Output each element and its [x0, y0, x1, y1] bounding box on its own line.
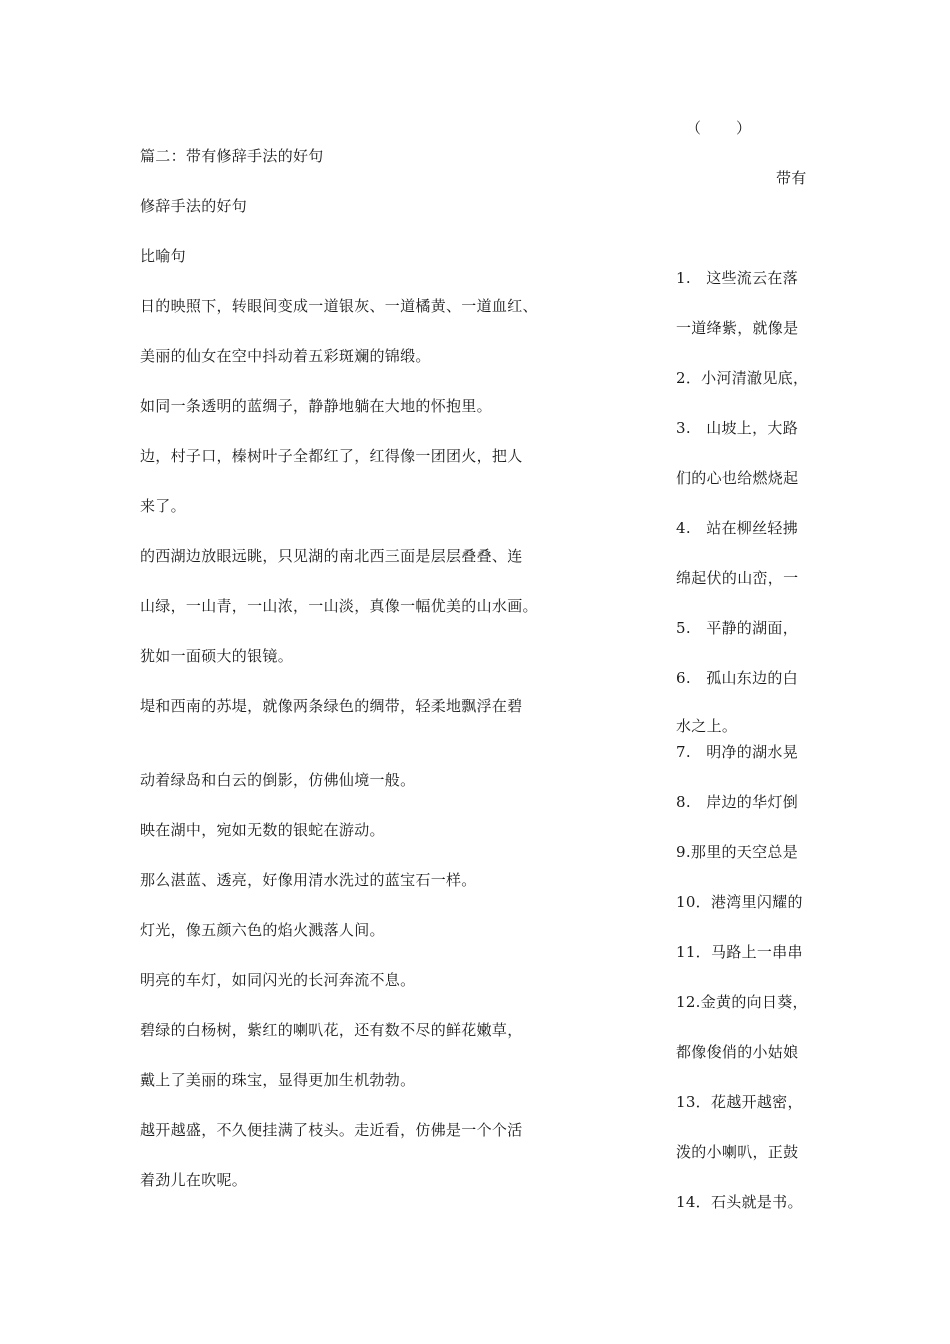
body-line: 碧绿的白杨树，紫红的喇叭花，还有数不尽的鲜花嫩草，	[140, 1021, 523, 1039]
section-label: 比喻句	[140, 247, 186, 265]
paren-close: ）	[736, 119, 752, 137]
body-line: 山绿，一山青，一山浓，一山淡，真像一幅优美的山水画。	[140, 597, 538, 615]
body-line: 灯光，像五颜六色的焰火溅落人间。	[140, 921, 385, 939]
right-line: 8. 岸边的华灯倒	[676, 793, 799, 811]
right-line: 泼的小喇叭，正鼓	[676, 1143, 799, 1161]
right-line: 绵起伏的山峦，一	[676, 569, 799, 587]
section-heading: 篇二：带有修辞手法的好句	[140, 147, 324, 165]
right-line: 10．港湾里闪耀的	[676, 893, 803, 911]
right-title-fragment: 带有	[776, 169, 807, 187]
right-line: 4. 站在柳丝轻拂	[676, 519, 799, 537]
body-line: 边，村子口，榛树叶子全都红了，红得像一团团火，把人	[140, 447, 523, 465]
right-line: 7. 明净的湖水晃	[676, 743, 799, 761]
body-line: 着劲儿在吹呢。	[140, 1171, 248, 1189]
right-line: 14．石头就是书。	[676, 1193, 803, 1211]
right-line: 12.金黄的向日葵，	[676, 993, 808, 1011]
right-line: 11．马路上一串串	[676, 943, 803, 961]
body-line: 堤和西南的苏堤，就像两条绿色的绸带，轻柔地飘浮在碧	[140, 697, 523, 715]
body-line: 越开越盛，不久便挂满了枝头。走近看，仿佛是一个个活	[140, 1121, 523, 1139]
body-line: 的西湖边放眼远眺，只见湖的南北西三面是层层叠叠、连	[140, 547, 523, 565]
right-line: 都像俊俏的小姑娘	[676, 1043, 799, 1061]
right-line: 们的心也给燃烧起	[676, 469, 799, 487]
right-line: 5. 平静的湖面，	[676, 619, 799, 637]
body-line: 那么湛蓝、透亮，好像用清水洗过的蓝宝石一样。	[140, 871, 477, 889]
right-line: 9.那里的天空总是	[676, 843, 799, 861]
right-line: 3. 山坡上，大路	[676, 419, 799, 437]
right-line: 1. 这些流云在落	[676, 269, 799, 287]
body-line: 映在湖中，宛如无数的银蛇在游动。	[140, 821, 385, 839]
right-line: 13．花越开越密，	[676, 1093, 803, 1111]
right-line: 6. 孤山东边的白	[676, 669, 799, 687]
body-line: 明亮的车灯，如同闪光的长河奔流不息。	[140, 971, 416, 989]
right-line: 2．小河清澈见底，	[676, 369, 809, 387]
subheading: 修辞手法的好句	[140, 197, 248, 215]
body-line: 来了。	[140, 497, 186, 515]
right-line: 一道绛紫，就像是	[676, 319, 799, 337]
body-line: 美丽的仙女在空中抖动着五彩斑斓的锦缎。	[140, 347, 431, 365]
body-line: 日的映照下，转眼间变成一道银灰、一道橘黄、一道血红、	[140, 297, 538, 315]
body-line: 戴上了美丽的珠宝，显得更加生机勃勃。	[140, 1071, 416, 1089]
paren-open: （	[686, 119, 702, 137]
body-line: 如同一条透明的蓝绸子，静静地躺在大地的怀抱里。	[140, 397, 492, 415]
body-line: 动着绿岛和白云的倒影，仿佛仙境一般。	[140, 771, 416, 789]
body-line: 犹如一面硕大的银镜。	[140, 647, 294, 665]
right-line: 水之上。	[676, 717, 738, 735]
